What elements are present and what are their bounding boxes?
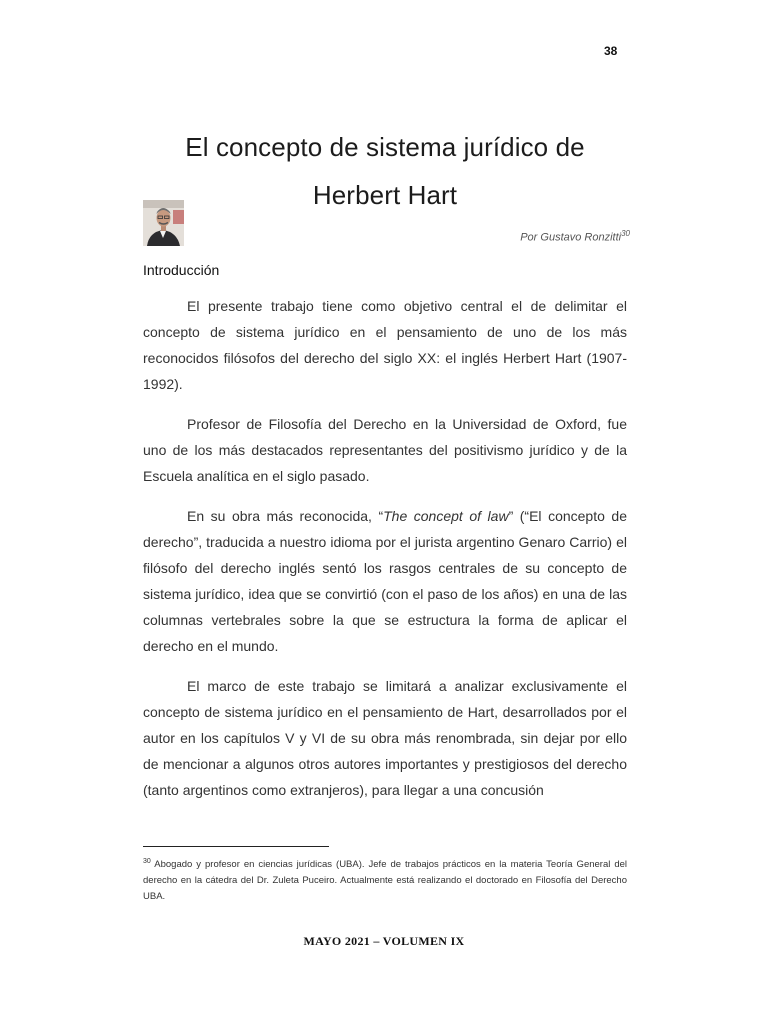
footnote-divider	[143, 846, 329, 847]
page-number: 38	[604, 44, 618, 58]
paragraph-3	[143, 503, 627, 659]
author-photo	[143, 200, 184, 246]
page-footer: MAYO 2021 – VOLUMEN IX	[303, 934, 465, 948]
footnote-text: Abogado y profesor en ciencias jurídicas (UBA). Jefe de trabajos prácticos en la materia Teoría General del derecho en la cátedra del Dr. Zuleta Puceiro. Actualmente está realizando el doctorado en Filosofía del Derecho UBA.	[143, 859, 628, 903]
paragraph-1: El presente trabajo tiene como objetivo central el de delimitar el concepto de sistema jurídico en el pensamiento de uno de los más reconocidos filósofos del derecho del siglo XX: el inglés Herbert Hart (1907-1992).	[143, 298, 627, 392]
paragraph-2: Profesor de Filosofía del Derecho en la Universidad de Oxford, fue uno de los más destacados representantes del positivismo jurídico y de la Escuela analítica en el siglo pasado.	[143, 416, 627, 484]
book-title: The concept of law	[383, 508, 509, 524]
author-name: Por Gustavo Ronzitti	[520, 231, 622, 244]
author-byline	[420, 229, 630, 244]
article-title	[120, 123, 650, 219]
footnote	[143, 854, 627, 905]
byline-footnote-ref: 30	[621, 229, 630, 238]
paragraph-3-before: En su obra más reconocida, “	[187, 508, 384, 524]
title-line-1: El concepto de sistema jurídico de	[185, 132, 585, 162]
author-portrait-image	[143, 200, 184, 246]
title-line-2: Herbert Hart	[312, 180, 458, 210]
footnote-number: 30	[143, 858, 151, 865]
section-heading: Introducción	[143, 262, 220, 278]
paragraph-4: El marco de este trabajo se limitará a analizar exclusivamente el concepto de sistema jurídico en el pensamiento de Hart, desarrollados por el autor en los capítulos V y VI de su obra más renombrada, sin dejar por ello de mencionar a algunos otros autores importantes y prestigiosos del derecho (tanto argentinos como extranjeros), para llegar a una concusión	[143, 678, 627, 798]
article-body	[143, 293, 627, 817]
paragraph-3-after: ” (“El concepto de derecho”, traducida a nuestro idioma por el jurista argentino Genaro Carrio) el filósofo del derecho inglés sentó los rasgos centrales de su concepto de sistema jurídico, idea que se convirtió (con el paso de los años) en una de las columnas vertebrales sobre la que se estructura la forma de aplicar el derecho en el mundo.	[143, 508, 627, 654]
